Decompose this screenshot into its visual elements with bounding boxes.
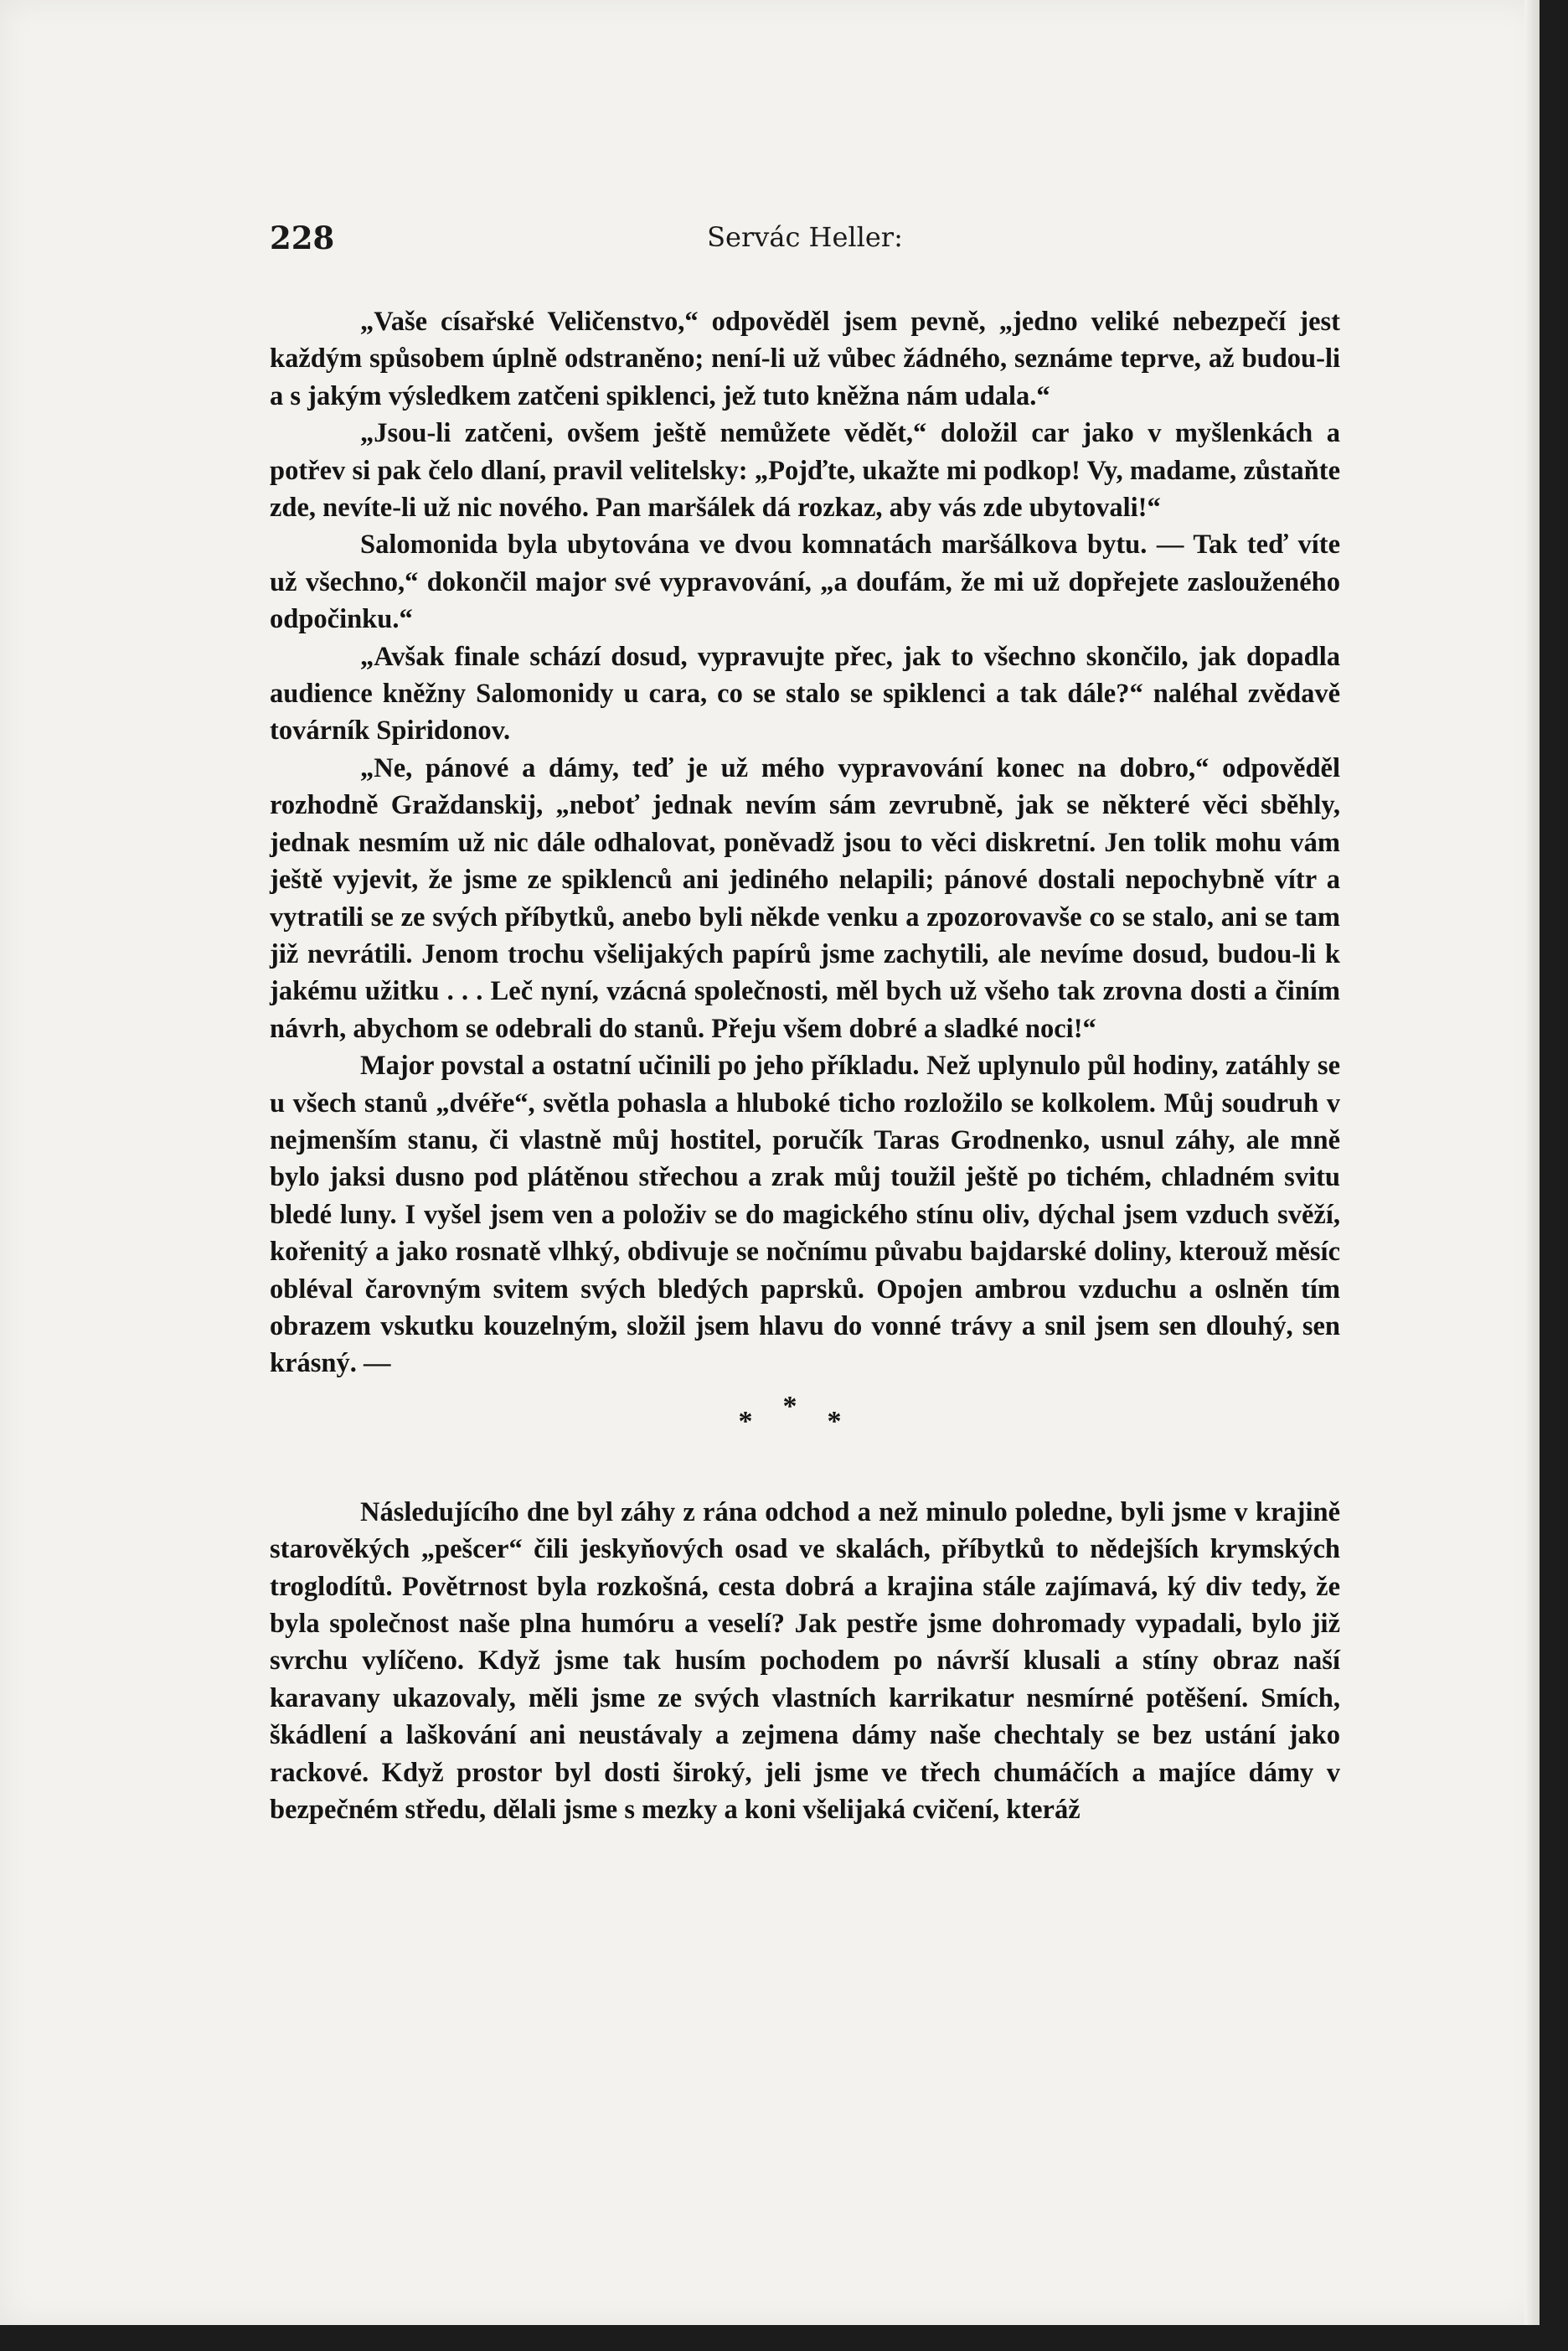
- running-title: Servác Heller:: [707, 221, 903, 253]
- page-number: 228: [270, 220, 335, 256]
- section-separator: [270, 1382, 1340, 1494]
- paragraph: Major povstal a ostatní učinili po jeho příkladu. Než uplynulo půl hodiny, zatáhly se u všech stanů „dvéře“, světla pohasla a hluboké ticho rozložilo se kolkolem. Můj soudruh v nejmenším stanu, či vlastně můj hostitel, poručík Taras Grodnenko, usnul záhy, ale mně bylo jaksi dusno pod plátěnou střechou a zrak můj toužil ještě po tichém, chladném svitu bledé luny. I vyšel jsem ven a položiv se do magického stínu oliv, dýchal jsem vzduch svěží, kořenitý a jako rosnatě vlhký, obdivuje se nočnímu půvabu bajdarské doliny, kterouž měsíc obléval čarovným svitem svých bledých paprsků. Opojen ambrou vzduchu a oslněn tím obrazem vskutku kouzelným, složil jsem hlavu do vonné trávy a snil jsem sen dlouhý, sen krásný. —: [270, 1051, 1340, 1379]
- body-text: [270, 303, 1340, 1828]
- paragraph: Následujícího dne byl záhy z rána odchod a než minulo poledne, byli jsme v krajině starověkých „pešcer“ čili jeskyňových osad ve skalách, příbytků to nědejších krymských troglodítů. Povětrnost byla rozkošná, cesta dobrá a krajina stále zajímavá, ký div tedy, že byla společnost naše plna humóru a veselí? Jak pestře jsme dohromady vypadali, bylo již svrchu vylíčeno. Když jsme tak husím pochodem po návrší klusali a stíny obraz naší karavany ukazovaly, měli jsme ze svých vlastních karrikatur nesmírné potěšení. Smích, škádlení a laškování ani neustávaly a zejmena dámy naše chechtaly se bez ustání jako rackové. Když prostor byl dosti široký, jeli jsme ve třech chumáčích a majíce dámy v bezpečném středu, dělali jsme s mezky a koni všelijaká cvičení, kteráž: [270, 1496, 1340, 1826]
- paragraph: „Avšak finale schází dosud, vypravujte přec, jak to všechno skončilo, jak dopadla audience kněžny Salomonidy u cara, co se stalo se spiklenci a tak dále?“ naléhal zvědavě továrník Spiridonov.: [270, 641, 1340, 747]
- paragraph: „Jsou-li zatčeni, ovšem ještě nemůžete vědět,“ doložil car jako v myšlenkách a potřev si pak čelo dlaní, pravil velitelsky: „Pojďte, ukažte mi podkop! Vy, madame, zůstaňte zde, nevíte-li už nic nového. Pan maršálek dá rozkaz, aby vás zde ubytovali!“: [270, 418, 1340, 524]
- page-spine-shadow: [1524, 0, 1540, 2325]
- separator-star: *: [827, 1405, 872, 1437]
- paragraph: Salomonida byla ubytována ve dvou komnatách maršálkova bytu. — Tak teď víte už všechno,“ dokončil major své vypravování, „a doufám, že mi už dopřejete zaslouženého odpočinku.“: [270, 530, 1340, 635]
- separator-star: *: [738, 1405, 783, 1437]
- separator-star: *: [782, 1390, 828, 1422]
- paragraph: „Ne, pánové a dámy, teď je už mého vypravování konec na dobro,“ odpověděl rozhodně Graždanskij, „neboť jednak nevím sám zevrubně, jak se některé věci sběhly, jednak nesmím už nic dále odhalovat, poněvadž jsou to věci diskretní. Jen tolik mohu vám ještě vyjevit, že jsme ze spiklenců ani jediného nelapili; pánové dostali nepochybně vítr a vytratili se ze svých příbytků, anebo byli někde venku a zpozorovavše co se stalo, ani se tam již nevrátili. Jenom trochu všelijakých papírů jsme zachytili, ale nevíme dosud, budou-li k jakému užitku . . . Leč nyní, vzácná společnosti, měl bych už všeho tak zrovna dosti a činím návrh, abychom se odebrali do stanů. Přeju všem dobré a sladké noci!“: [270, 752, 1340, 1044]
- page-header: [270, 220, 1340, 270]
- paragraph: „Vaše císařské Veličenstvo,“ odpověděl jsem pevně, „jedno veliké nebezpečí jest každým spůsobem úplně odstraněno; není-li už vůbec žádného, seznáme teprve, až budou-li a s jakým výsledkem zatčeni spiklenci, jež tuto kněžna nám udala.“: [270, 307, 1340, 411]
